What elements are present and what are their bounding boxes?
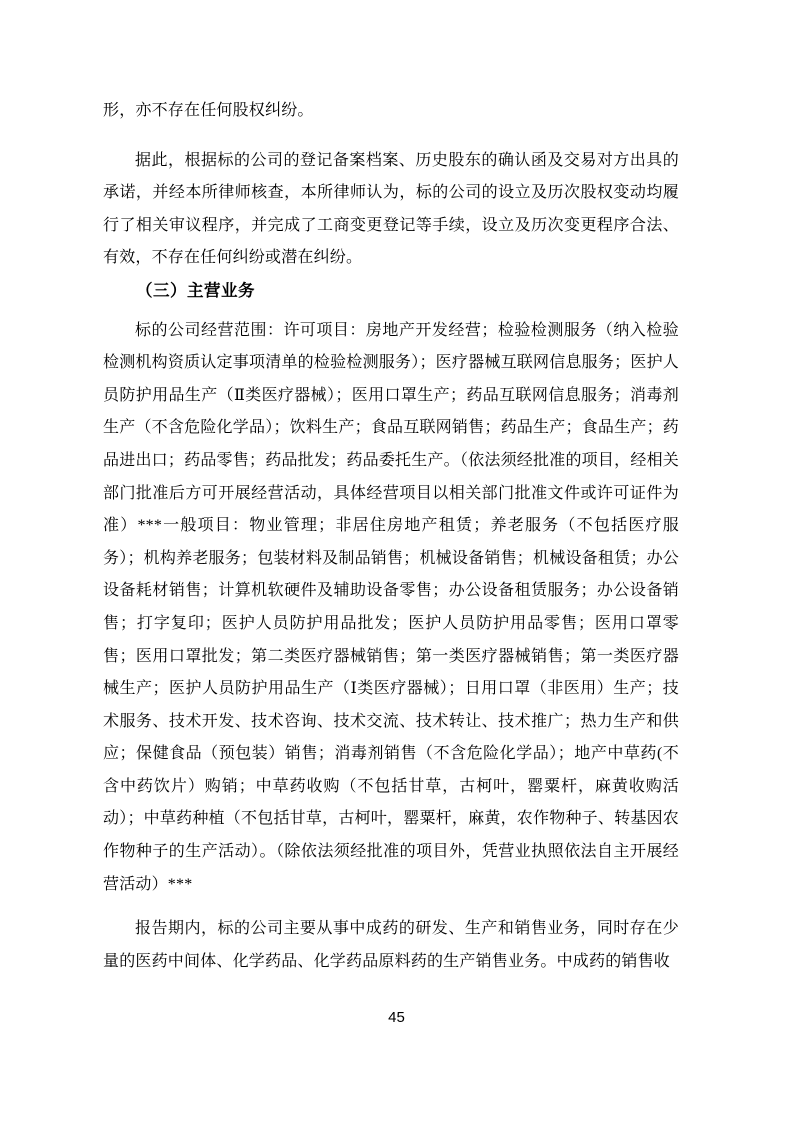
paragraph-report-period: 报告期内，标的公司主要从事中成药的研发、生产和销售业务，同时存在少量的医药中间体、化学药品、化学药品原料药的生产销售业务。中成药的销售收 xyxy=(103,920,679,970)
section-heading-main-business: （三）主营业务 xyxy=(136,281,255,300)
paragraph-business-scope: 标的公司经营范围：许可项目：房地产开发经营；检验检测服务（纳入检验检测机构资质认定事项清单的检验检测服务）；医疗器械互联网信息服务；医护人员防护用品生产（Ⅱ类医疗器械）；医用口罩生产；药品互联网信息服务；消毒剂生产（不含危险化学品）；饮料生产；食品互联网销售；药品生产；食品生产；药品进出口；药品零售；药品批发；药品委托生产。（依法须经批准的项目，经相关部门批准后方可开展经营活动，具体经营项目以相关部门批准文件或许可证件为准）***一般项目：物业管理；非居住房地产租赁；养老服务（不包括医疗服务）；机构养老服务；包装材料及制品销售；机械设备销售；机械设备租赁；办公设备耗材销售；计算机软硬件及辅助设备零售；办公设备租赁服务；办公设备销售；打字复印；医护人员防护用品批发；医护人员防护用品零售；医用口罩零售；医用口罩批发；第二类医疗器械销售；第一类医疗器械销售；第一类医疗器械生产；医护人员防护用品生产（Ⅰ类医疗器械）；日用口罩（非医用）生产；技术服务、技术开发、技术咨询、技术交流、技术转让、技术推广；热力生产和供应；保健食品（预包装）销售；消毒剂销售（不含危险化学品）；地产中草药(不含中药饮片）购销；中草药收购（不包括甘草，古柯叶，罂粟杆，麻黄收购活动）；中草药种植（不包括甘草，古柯叶，罂粟杆，麻黄，农作物种子、转基因农作物种子的生产活动）。（除依法须经批准的项目外，凭营业执照依法自主开展经营活动）*** xyxy=(103,321,679,893)
document-body xyxy=(103,95,679,978)
paragraph-lawyer-conclusion: 据此，根据标的公司的登记备案档案、历史股东的确认函及交易对方出具的承诺，并经本所律师核查，本所律师认为，标的公司的设立及历次股权变动均履行了相关审议程序，并完成了工商变更登记等手续，设立及历次变更程序合法、有效，不存在任何纠纷或潜在纠纷。 xyxy=(103,151,679,267)
paragraph-equity-continuation: 形，亦不存在任何股权纠纷。 xyxy=(103,102,314,119)
page-number: 45 xyxy=(388,1009,405,1026)
